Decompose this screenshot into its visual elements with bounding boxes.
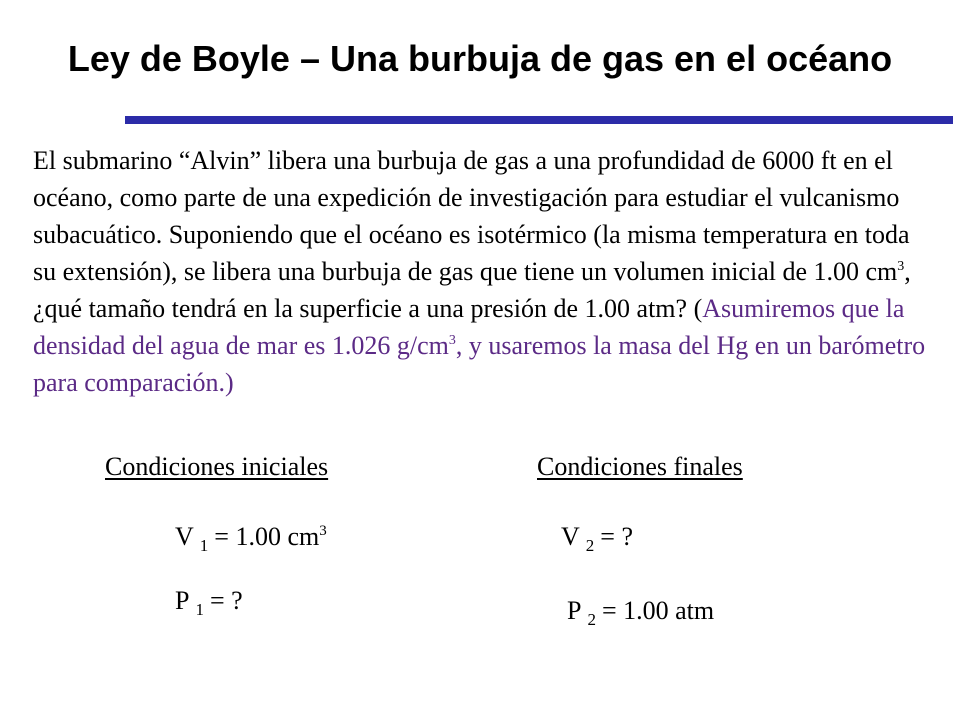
problem-text: , ¿qué tamaño tendrá en la superficie a una presión de 1.00 atm? ( (33, 257, 911, 323)
highlighted-text: Asumiremos que la densidad del agua de mar es 1.026 g/cm (33, 294, 905, 360)
superscript: 3 (319, 523, 327, 539)
variable-symbol: P (567, 596, 582, 625)
variable-value: = ? (209, 586, 243, 615)
initial-conditions-heading: Condiciones iniciales (105, 452, 329, 481)
title-divider (125, 116, 953, 124)
initial-pressure (175, 586, 243, 620)
variable-value: = ? (600, 522, 633, 551)
problem-text: El submarino “Alvin” libera una burbuja de gas a una profundidad de 6000 ft en el océano, como parte de una expedición de investigación para estudiar el vulcanismo subacuático. Suponiendo que el océano es isotérmico (la misma temperatura en toda su extensión), se libera una burbuja de gas que tiene un volumen inicial de 1.00 cm (33, 146, 910, 286)
variable-symbol: P (175, 586, 190, 615)
variable-subscript: 2 (585, 536, 595, 555)
highlighted-text: , y usaremos la masa del Hg en un barómetro para comparación.) (33, 331, 926, 397)
variable-subscript: 2 (587, 610, 596, 629)
final-pressure (567, 596, 714, 630)
variable-subscript: 1 (195, 600, 204, 619)
superscript: 3 (897, 259, 905, 274)
final-conditions-heading: Condiciones finales (537, 452, 743, 481)
variable-symbol: V (175, 522, 194, 551)
initial-volume (175, 522, 327, 556)
problem-statement (33, 142, 933, 401)
slide-title: Ley de Boyle – Una burbuja de gas en el océano (67, 38, 893, 79)
final-volume (561, 522, 633, 556)
variable-value: = 1.00 atm (601, 596, 715, 625)
variable-value: = 1.00 cm (214, 522, 320, 551)
superscript: 3 (448, 333, 456, 348)
variable-symbol: V (561, 522, 580, 551)
variable-subscript: 1 (199, 536, 209, 555)
